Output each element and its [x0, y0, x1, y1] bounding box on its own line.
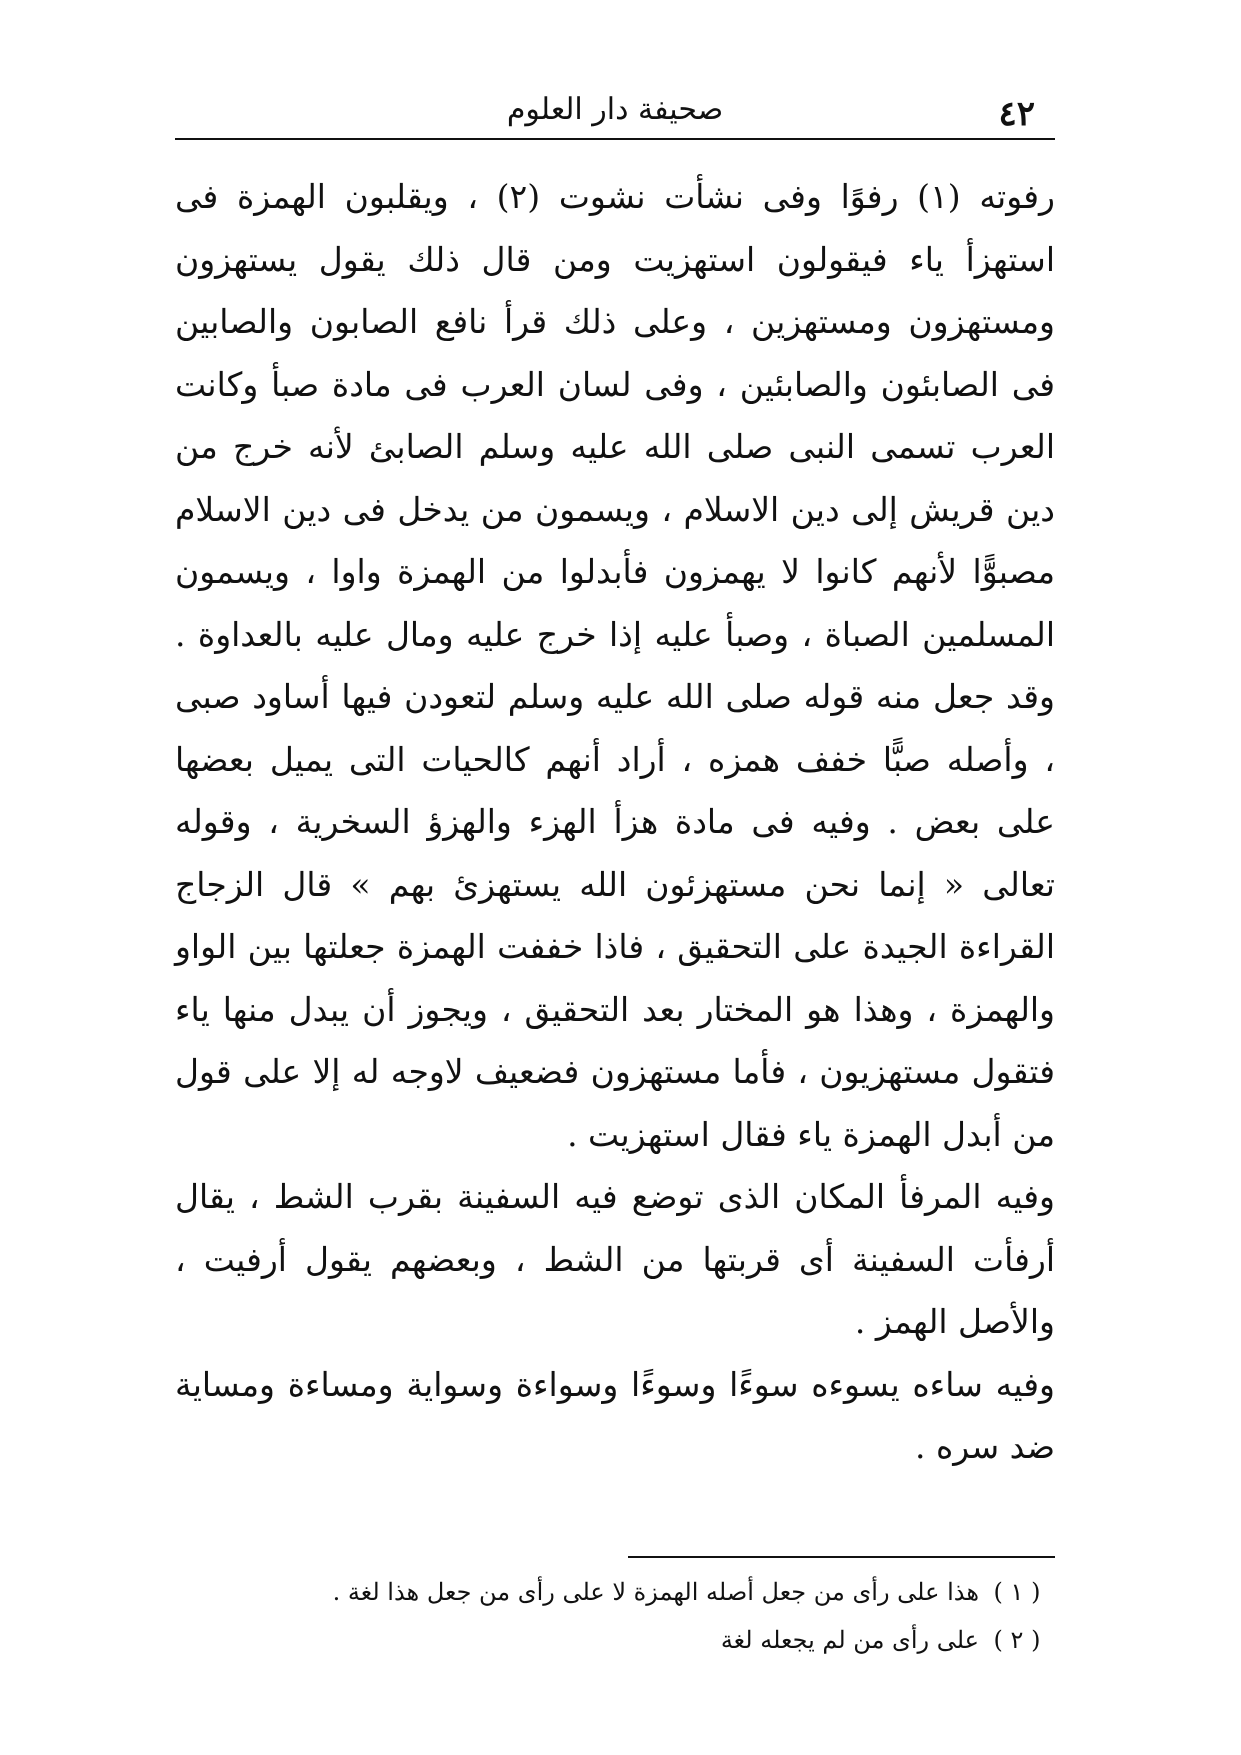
footnote-number: ( ١ )	[993, 1578, 1041, 1606]
footnote-1	[175, 1568, 1055, 1616]
page-header	[175, 88, 1055, 138]
footnote-rule	[628, 1556, 1055, 1558]
footnote-text: هذا على رأى من جعل أصله الهمزة لا على رأى من جعل هذا لغة .	[332, 1578, 979, 1606]
footnote-text: على رأى من لم يجعله لغة	[720, 1626, 979, 1654]
footnote-2	[175, 1616, 1055, 1664]
footnote-number: ( ٢ )	[993, 1626, 1041, 1654]
page-number: ٤٢	[998, 94, 1035, 134]
footnotes	[175, 1568, 1055, 1664]
header-rule	[175, 138, 1055, 140]
paragraph-3: وفيه ساءه يسوءه سوءًا وسوءًا وسواءة وسواية ومساءة ومساية ضد سره .	[175, 1364, 1055, 1466]
paragraph-2: وفيه المرفأ المكان الذى توضع فيه السفينة بقرب الشط ، يقال أرفأت السفينة أى قربتها من الشط ، وبعضهم يقول أرفيت ، والأصل الهمز .	[175, 1177, 1055, 1341]
running-title: صحيفة دار العلوم	[506, 92, 724, 127]
body-text	[175, 166, 1055, 1479]
paragraph-1: رفوته (١) رفوًا وفى نشأت نشوت (٢) ، ويقلبون الهمزة فى استهزأ ياء فيقولون استهزيت ومن قال ذلك يقول يستهزون ومستهزون ومستهزين ، وعلى ذلك قرأ نافع الصابون والصابين فى الصابئون والصابئين ، وفى لسان العرب فى مادة صبأ وكانت العرب تسمى النبى صلى الله عليه وسلم الصابئ لأنه خرج من دين قريش إلى دين الاسلام ، ويسمون من يدخل فى دين الاسلام مصبوًّا لأنهم كانوا لا يهمزون فأبدلوا من الهمزة واوا ، ويسمون المسلمين الصباة ، وصبأ عليه إذا خرج عليه ومال عليه بالعداوة . وقد جعل منه قوله صلى الله عليه وسلم لتعودن فيها أساود صبى ، وأصله صبًّا خفف همزه ، أراد أنهم كالحيات التى يميل بعضها على بعض . وفيه فى مادة هزأ الهزء والهزؤ السخرية ، وقوله تعالى « إنما نحن مستهزئون الله يستهزئ بهم » قال الزجاج القراءة الجيدة على التحقيق ، فاذا خففت الهمزة جعلتها بين الواو والهمزة ، وهذا هو المختار بعد التحقيق ، ويجوز أن يبدل منها ياء فتقول مستهزيون ، فأما مستهزون فضعيف لاوجه له إلا على قول من أبدل الهمزة ياء فقال استهزيت .	[175, 177, 1055, 1154]
